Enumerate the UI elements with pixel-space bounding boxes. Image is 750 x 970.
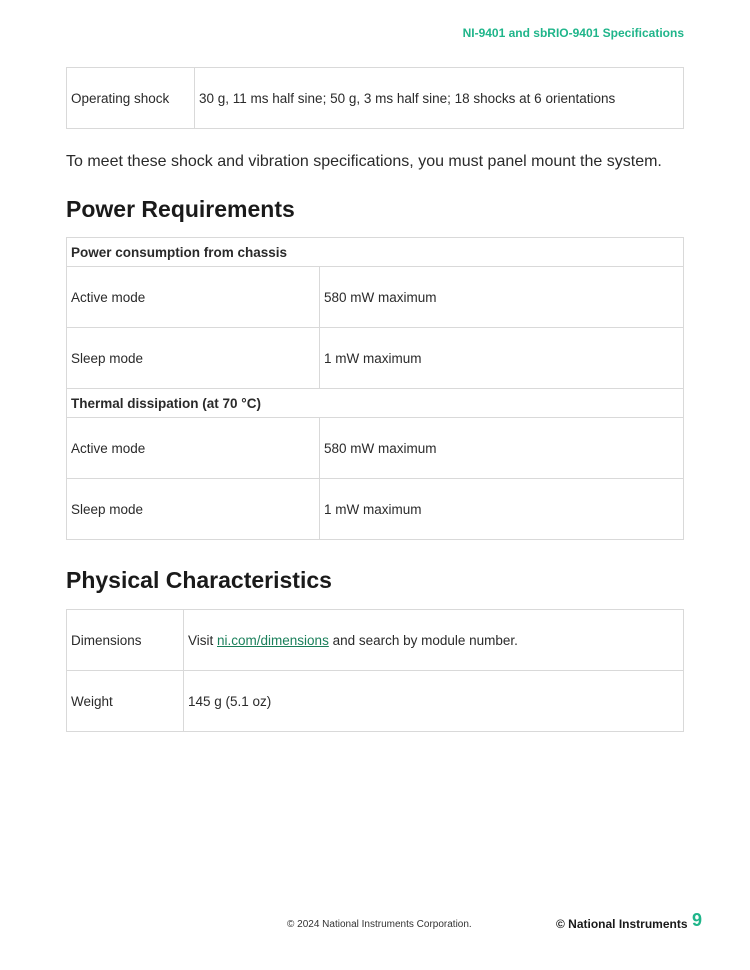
dimensions-label: Dimensions [67,610,184,671]
footer-brand: © National Instruments [556,917,688,931]
footer-copyright: © 2024 National Instruments Corporation. [287,919,472,930]
row-label: Sleep mode [67,328,320,389]
power-requirements-heading: Power Requirements [66,196,295,222]
row-label: Active mode [67,418,320,479]
table-group-header [67,389,684,418]
table-row [67,479,684,540]
shock-label: Operating shock [67,68,195,129]
row-value: 1 mW maximum [320,328,684,389]
panel-mount-note: To meet these shock and vibration specifications, you must panel mount the system. [66,153,662,170]
document-header-title: NI-9401 and sbRIO-9401 Specifications [462,26,684,40]
row-label: Active mode [67,267,320,328]
table-row [67,610,684,671]
row-value: 580 mW maximum [320,418,684,479]
weight-value: 145 g (5.1 oz) [184,671,684,732]
table-row [67,267,684,328]
shock-value: 30 g, 11 ms half sine; 50 g, 3 ms half sine; 18 shocks at 6 orientations [195,68,684,129]
table-row [67,671,684,732]
physical-characteristics-table [66,609,684,732]
table-row [67,68,684,129]
thermal-dissipation-group-title: Thermal dissipation (at 70 °C) [67,389,684,418]
dimensions-value [184,610,684,671]
row-value: 1 mW maximum [320,479,684,540]
physical-characteristics-heading: Physical Characteristics [66,567,332,593]
dimensions-suffix: and search by module number. [328,632,518,648]
power-consumption-group-title: Power consumption from chassis [67,238,684,267]
table-row [67,418,684,479]
table-row [67,328,684,389]
page-number: 9 [692,910,703,930]
table-group-header [67,238,684,267]
row-value: 580 mW maximum [320,267,684,328]
row-label: Sleep mode [67,479,320,540]
dimensions-link[interactable]: ni.com/dimensions [217,632,329,648]
dimensions-prefix: Visit [188,632,218,648]
power-requirements-table [66,237,684,540]
weight-label: Weight [67,671,184,732]
shock-spec-table [66,67,684,129]
